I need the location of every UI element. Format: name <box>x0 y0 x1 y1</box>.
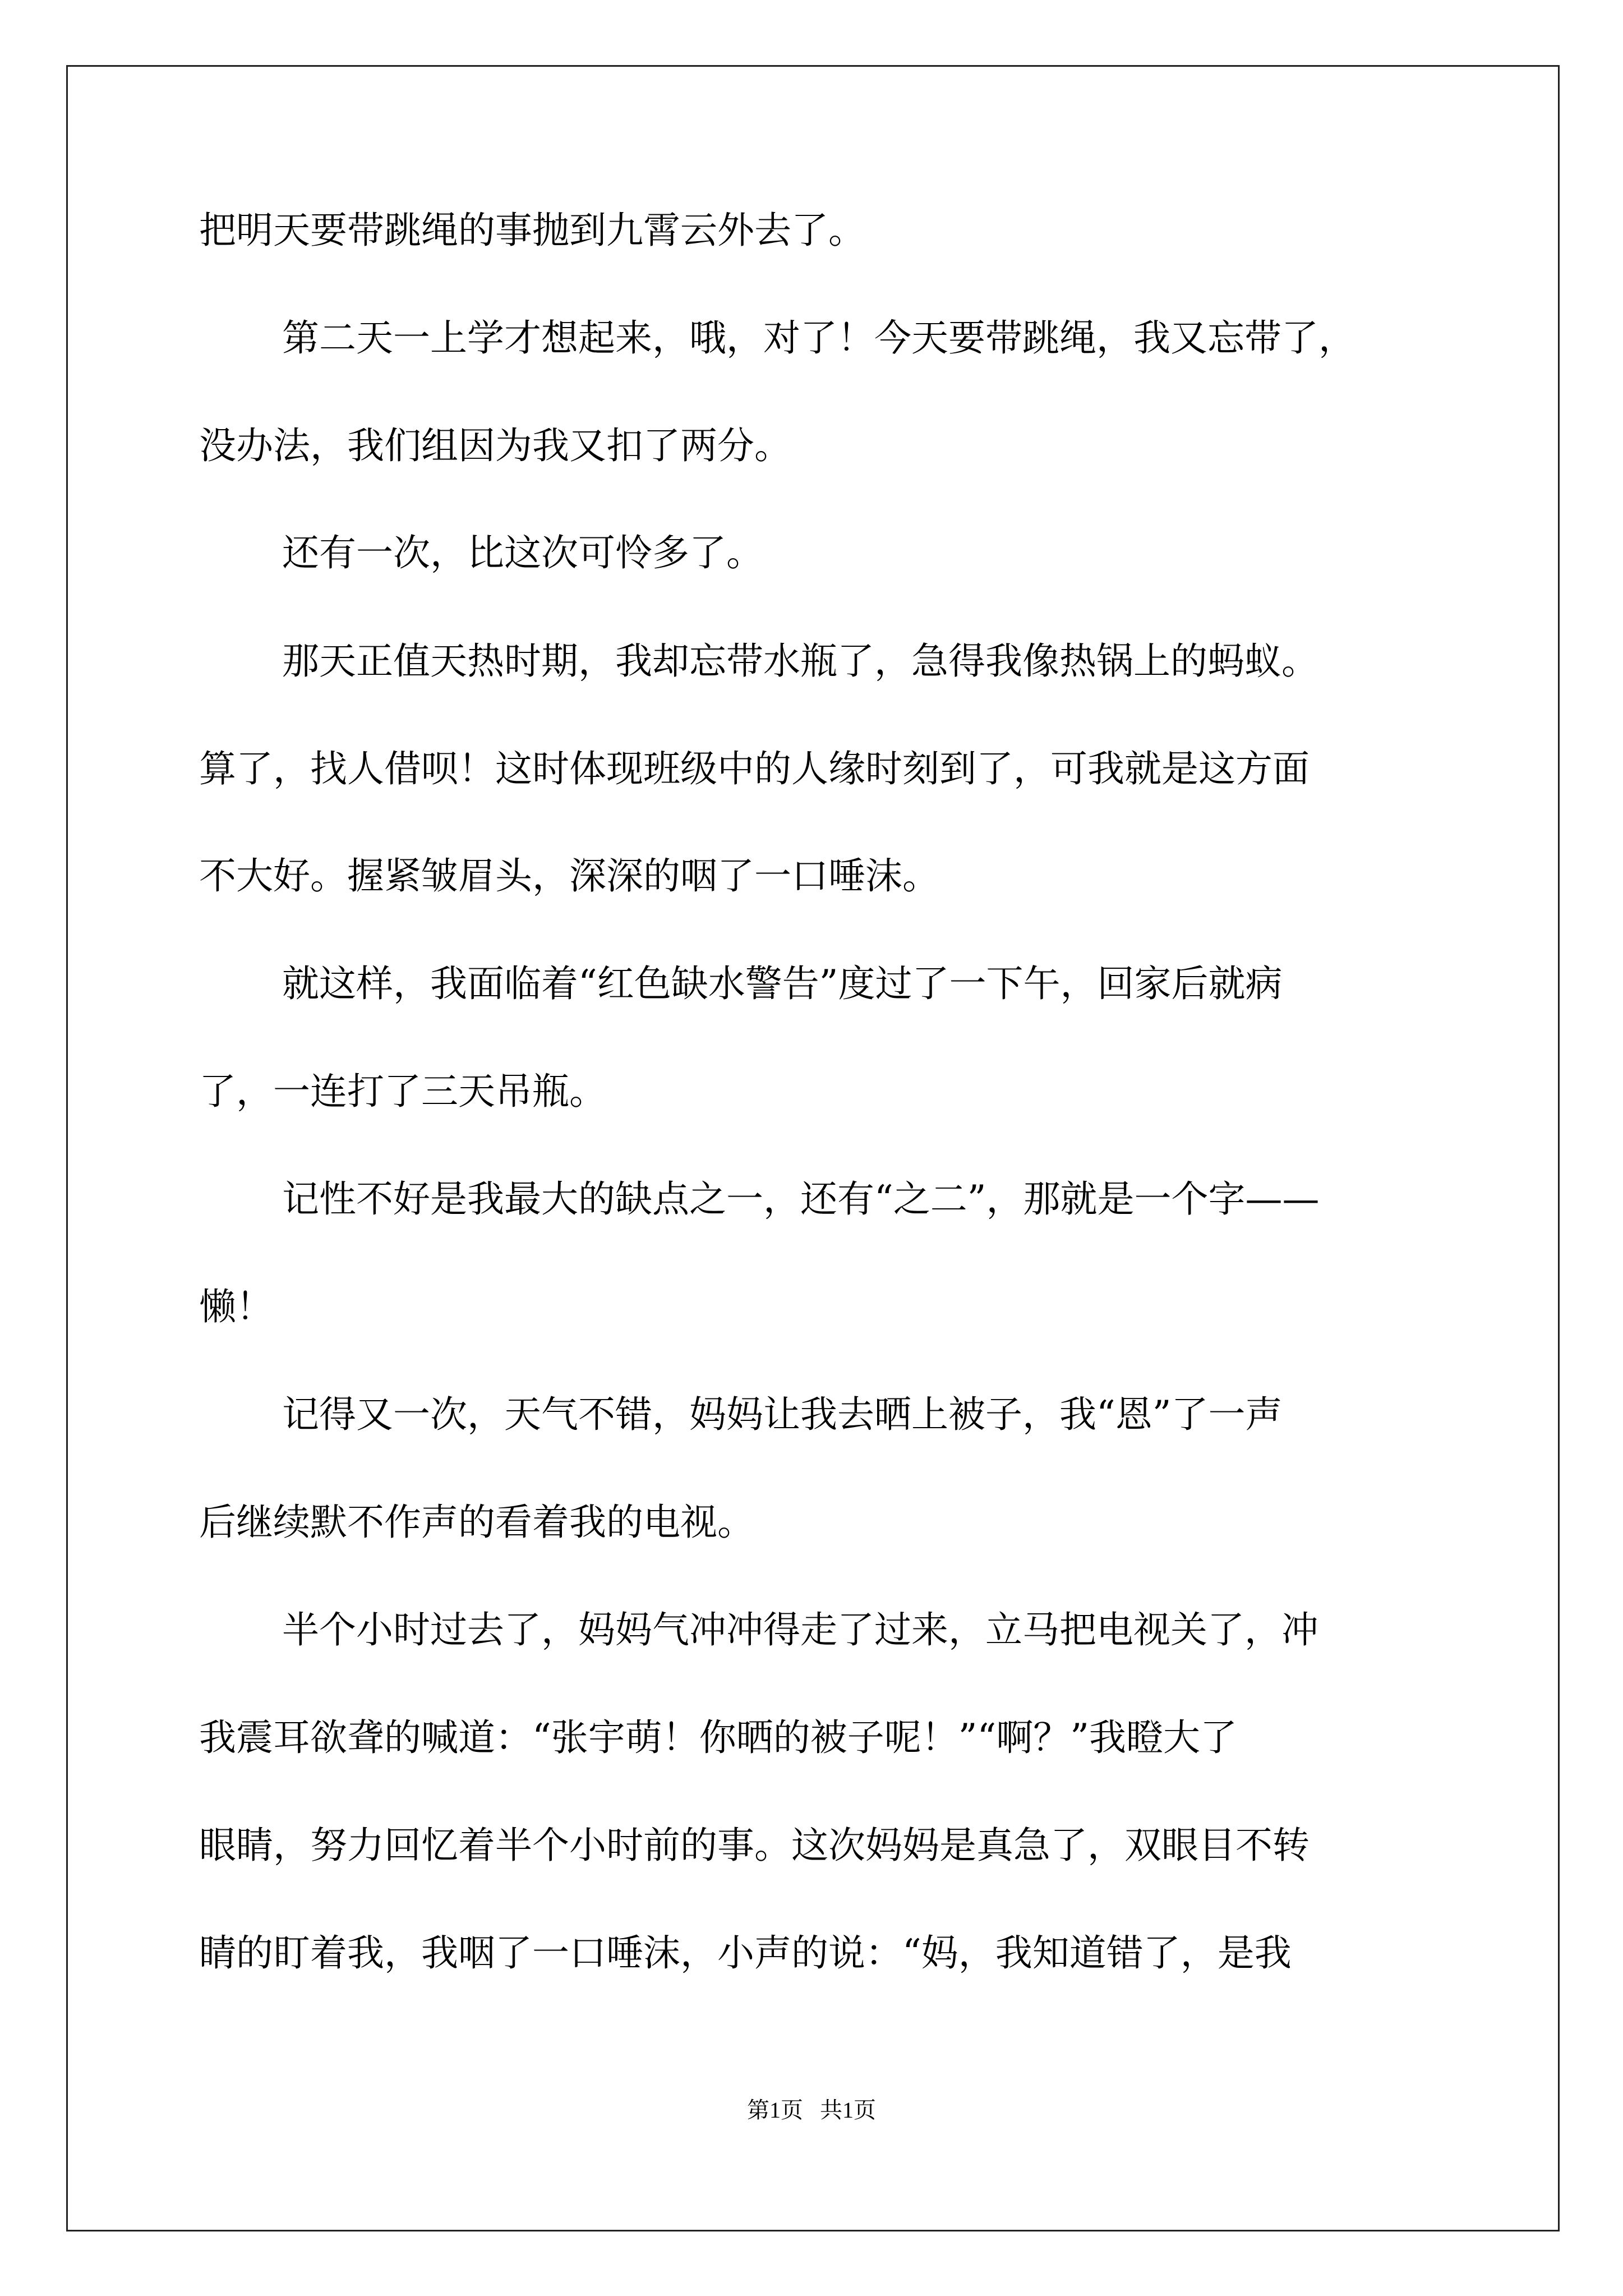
text-line: 我震耳欲聋的喊道：“张宇萌！你晒的被子呢！”“啊？”我瞪大了 <box>199 1716 1237 1759</box>
text-line: 还有一次，比这次可怜多了。 <box>282 531 763 574</box>
text-line: 睛的盯着我，我咽了一口唾沫，小声的说：“妈，我知道错了，是我 <box>199 1931 1292 1975</box>
text-line: 了，一连打了三天吊瓶。 <box>199 1070 606 1113</box>
text-line: 把明天要带跳绳的事抛到九霄云外去了。 <box>199 209 865 252</box>
text-line: 懒！ <box>199 1285 273 1328</box>
text-line: 算了，找人借呗！这时体现班级中的人缘时刻到了，可我就是这方面 <box>199 747 1310 790</box>
page-border <box>66 65 1560 2231</box>
text-line: 记得又一次，天气不错，妈妈让我去晒上被子，我“恩”了一声 <box>282 1393 1283 1436</box>
text-line: 那天正值天热时期，我却忘带水瓶了，急得我像热锅上的蚂蚁。 <box>282 639 1318 683</box>
text-line: 半个小时过去了，妈妈气冲冲得走了过来，立马把电视关了，冲 <box>282 1608 1318 1651</box>
page-number-footer: 第1页 共1页 <box>747 2097 876 2123</box>
text-line: 第二天一上学才想起来，哦，对了！今天要带跳绳，我又忘带了， <box>282 316 1355 360</box>
text-line: 没办法，我们组因为我又扣了两分。 <box>199 424 791 467</box>
text-line: 眼睛，努力回忆着半个小时前的事。这次妈妈是真急了，双眼目不转 <box>199 1824 1310 1867</box>
text-line: 记性不好是我最大的缺点之一，还有“之二”，那就是一个字—— <box>282 1177 1320 1221</box>
text-line: 就这样，我面临着“红色缺水警告”度过了一下午，回家后就病 <box>282 962 1283 1005</box>
text-line: 不大好。握紧皱眉头，深深的咽了一口唾沫。 <box>199 854 939 898</box>
text-line: 后继续默不作声的看着我的电视。 <box>199 1501 754 1544</box>
